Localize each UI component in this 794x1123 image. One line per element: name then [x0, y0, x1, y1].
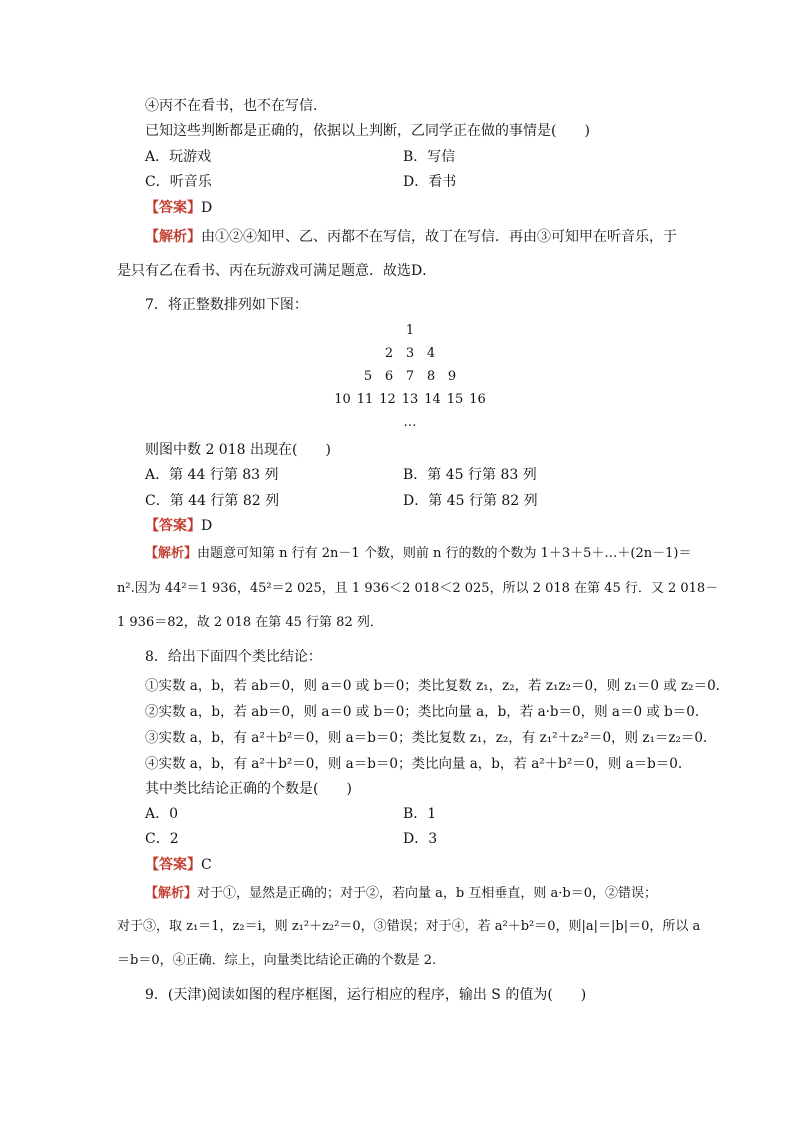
triangle-number: 11	[356, 392, 374, 407]
q8-stem: 8．给出下面四个类比结论：	[145, 649, 322, 665]
triangle-number: 16	[469, 392, 486, 407]
triangle-number: 12	[379, 392, 396, 407]
triangle-number: 1	[405, 323, 415, 338]
analysis-tag: 【解析】	[145, 229, 201, 245]
q8-option-a: A．0	[145, 806, 179, 822]
triangle-number: 8	[426, 369, 436, 384]
triangle-number: 2	[384, 346, 394, 361]
triangle-number: 3	[405, 346, 415, 361]
q6-option-d: D．看书	[403, 174, 457, 190]
q8-question: 其中类比结论正确的个数是( )	[145, 781, 352, 797]
q6-condition-4: ④丙不在看书，也不在写信.	[145, 98, 318, 114]
triangle-number: 10	[334, 392, 351, 407]
q6-analysis-line-2: 是只有乙在看书、丙在玩游戏可满足题意．故选D．	[117, 263, 437, 279]
triangle-number: 6	[384, 369, 394, 384]
q8-analysis-line-3: ＝b＝0，④正确．综上，向量类比结论正确的个数是 2.	[117, 953, 437, 968]
triangle-number: 9	[447, 369, 457, 384]
answer-value: D	[201, 200, 213, 216]
q6-option-a: A．玩游戏	[145, 149, 212, 165]
triangle-number: 4	[426, 346, 436, 361]
q7-analysis-line-1: 【解析】由题意可知第 n 行有 2n－1 个数，则前 n 行的数的个数为 1＋3＋5＋…＋(2n－1)＝	[145, 546, 692, 561]
q8-item-4: ④实数 a，b，有 a²＋b²＝0，则 a＝b＝0；类比向量 a，b，若 a²＋b²＝0，则 a＝b＝0.	[145, 756, 683, 772]
triangle-number: 7	[405, 369, 415, 384]
q8-item-2: ②实数 a，b，若 ab＝0，则 a＝0 或 b＝0；类比向量 a，b，若 a·b＝0，则 a＝0 或 b＝0.	[145, 704, 700, 720]
q8-answer	[145, 856, 212, 874]
triangle-number: …	[403, 415, 417, 430]
answer-tag: 【答案】	[145, 857, 201, 873]
q9-stem: 9．(天津)阅读如图的程序框图，运行相应的程序，输出 S 的值为( )	[145, 987, 587, 1003]
q7-question: 则图中数 2 018 出现在( )	[145, 442, 331, 458]
q8-option-b: B．1	[403, 806, 437, 822]
q8-item-3: ③实数 a，b，有 a²＋b²＝0，则 a＝b＝0；类比复数 z₁，z₂，有 z₁²＋z₂²＝0，则 z₁＝z₂＝0.	[145, 730, 708, 746]
q6-option-c: C．听音乐	[145, 174, 212, 190]
q7-answer	[145, 517, 212, 535]
triangle-number: 15	[446, 392, 464, 407]
analysis-tag: 【解析】	[145, 886, 198, 901]
q6-stem: 已知这些判断都是正确的，依据以上判断，乙同学正在做的事情是( )	[145, 123, 590, 139]
q7-analysis-line-3: 1 936＝82，故 2 018 在第 45 行第 82 列．	[117, 615, 383, 630]
analysis-tag: 【解析】	[145, 546, 198, 561]
q8-option-d: D．3	[403, 831, 438, 847]
answer-value: C	[201, 857, 212, 873]
q6-analysis-line-1: 【解析】由①②④知甲、乙、丙都不在写信，故丁在写信．再由③可知甲在听音乐，于	[145, 229, 677, 245]
answer-tag: 【答案】	[145, 200, 201, 216]
q7-stem: 7．将正整数排列如下图：	[145, 297, 308, 313]
q6-option-b: B．写信	[403, 149, 456, 165]
q7-option-d: D．第 45 行第 82 列	[403, 493, 538, 509]
q8-analysis-line-1: 【解析】对于①，显然是正确的；对于②，若向量 a，b 互相垂直，则 a·b＝0，②错误；	[145, 886, 657, 901]
q8-analysis-line-2: 对于③，取 z₁＝1，z₂＝i，则 z₁²＋z₂²＝0，③错误；对于④，若 a²＋b²＝0，则|a|＝|b|＝0，所以 a	[117, 919, 701, 934]
triangle-number: 13	[401, 392, 419, 407]
q8-option-c: C．2	[145, 831, 179, 847]
q7-option-b: B．第 45 行第 83 列	[403, 467, 537, 483]
q7-option-c: C．第 44 行第 82 列	[145, 493, 280, 509]
q7-option-a: A．第 44 行第 83 列	[145, 467, 279, 483]
answer-value: D	[201, 518, 213, 534]
answer-tag: 【答案】	[145, 518, 201, 534]
q7-analysis-line-2: n².因为 44²＝1 936，45²＝2 025，且 1 936＜2 018＜2 025，所以 2 018 在第 45 行．又 2 018－	[117, 581, 719, 596]
q8-item-1: ①实数 a，b，若 ab＝0，则 a＝0 或 b＝0；类比复数 z₁，z₂，若 z₁z₂＝0，则 z₁＝0 或 z₂＝0.	[145, 678, 720, 694]
q6-answer	[145, 199, 212, 217]
triangle-number: 5	[363, 369, 373, 384]
triangle-number: 14	[424, 392, 441, 407]
